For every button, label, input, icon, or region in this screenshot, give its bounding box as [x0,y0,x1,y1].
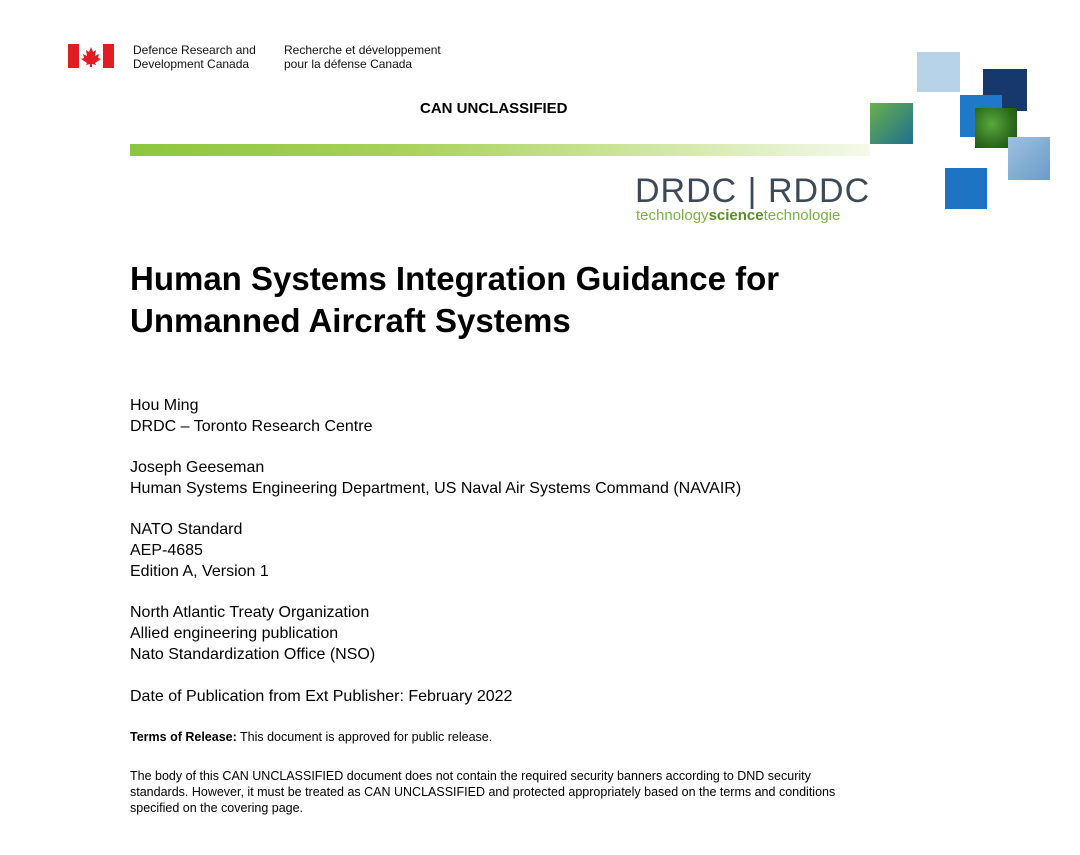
agency-name-english: Defence Research and Development Canada [133,43,256,71]
header-gradient-bar [130,144,870,156]
decor-square [1008,137,1050,180]
standard-block: NATO Standard AEP-4685 Edition A, Version 1 [130,521,269,580]
document-title: Human Systems Integration Guidance for Unmanned Aircraft Systems [130,260,780,339]
decor-square [917,52,960,92]
classification-label: CAN UNCLASSIFIED [420,100,568,117]
decor-square [945,168,987,209]
author-block [130,457,741,499]
author-affiliation: Human Systems Engineering Department, US Naval Air Systems Command (NAVAIR) [130,480,742,497]
terms-of-release: Terms of Release: This document is approved for public release. [130,730,493,744]
author-name: Hou Ming [130,397,199,414]
drdc-logo-tagline: technologysciencetechnologie [636,207,841,224]
author-name: Joseph Geeseman [130,459,265,476]
agency-name-french: Recherche et développement pour la défense Canada [284,43,441,71]
decor-square [870,103,913,144]
publication-date: Date of Publication from Ext Publisher: February 2022 [130,688,513,705]
security-note: The body of this CAN UNCLASSIFIED document does not contain the required security banners according to DND security standards. However, it must be treated as CAN UNCLASSIFIED and protected appropriately based on the terms and conditions specified on the covering page. [130,769,836,815]
author-block [130,395,372,437]
organization-block: North Atlantic Treaty Organization Allied engineering publication Nato Standardization Office (NSO) [130,604,376,663]
author-affiliation: DRDC – Toronto Research Centre [130,418,373,435]
canada-flag-icon [68,44,114,68]
drdc-logo-text: DRDC | RDDC [635,172,871,210]
